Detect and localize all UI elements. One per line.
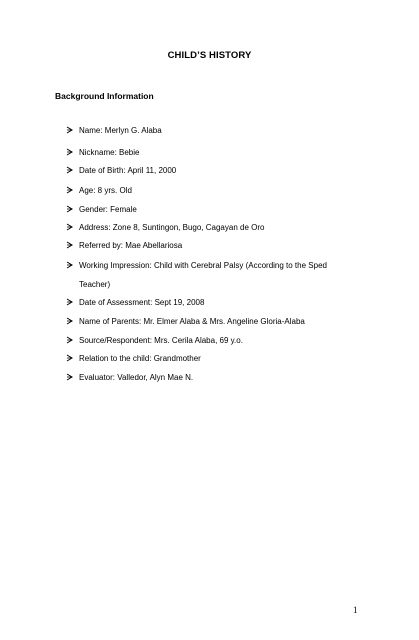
list-item	[66, 241, 182, 251]
list-item-text: Nickname: Bebie	[79, 148, 140, 157]
arrow-bullet-icon	[66, 126, 79, 136]
list-item-text: Source/Respondent: Mrs. Cerila Alaba, 69 y.o.	[79, 336, 243, 345]
list-item-text: Evaluator: Valledor, Alyn Mae N.	[79, 373, 194, 382]
list-item	[66, 317, 305, 327]
arrow-bullet-icon	[66, 166, 79, 176]
page-title: CHILD’S HISTORY	[167, 50, 252, 61]
arrow-bullet-icon	[66, 205, 79, 215]
arrow-bullet-icon	[66, 336, 79, 346]
list-item	[66, 186, 132, 196]
list-item-text: Age: 8 yrs. Old	[79, 186, 132, 195]
list-item-text: Referred by: Mae Abellariosa	[79, 241, 183, 250]
arrow-bullet-icon	[66, 354, 79, 364]
arrow-bullet-icon	[66, 148, 79, 158]
list-item-text: Address: Zone 8, Suntingon, Bugo, Cagayan de Oro	[79, 223, 265, 232]
list-item-continuation: Teacher)	[79, 280, 111, 289]
list-item-text: Name of Parents: Mr. Elmer Alaba & Mrs. Angeline Gloria-Alaba	[79, 317, 305, 326]
list-item	[66, 373, 193, 383]
list-item	[66, 354, 201, 364]
list-item	[66, 336, 243, 346]
list-item-text: Date of Assessment: Sept 19, 2008	[79, 298, 205, 307]
arrow-bullet-icon	[66, 186, 79, 196]
list-item-text: Date of Birth: April 11, 2000	[79, 166, 177, 175]
arrow-bullet-icon	[66, 261, 79, 271]
list-item-text: Working Impression: Child with Cerebral Palsy (According to the Sped	[79, 261, 327, 270]
arrow-bullet-icon	[66, 223, 79, 233]
arrow-bullet-icon	[66, 373, 79, 383]
arrow-bullet-icon	[66, 298, 79, 308]
list-item	[66, 261, 327, 271]
page-number: 1	[353, 605, 358, 615]
list-item	[66, 298, 204, 308]
section-heading: Background Information	[55, 91, 154, 101]
list-item-text: Gender: Female	[79, 205, 137, 214]
list-item-text: Name: Merlyn G. Alaba	[79, 126, 162, 135]
arrow-bullet-icon	[66, 317, 79, 327]
list-item	[66, 148, 139, 158]
list-item	[66, 166, 176, 176]
list-item	[66, 223, 264, 233]
list-item	[66, 126, 162, 136]
list-item	[66, 205, 137, 215]
list-item-text: Relation to the child: Grandmother	[79, 354, 201, 363]
arrow-bullet-icon	[66, 241, 79, 251]
